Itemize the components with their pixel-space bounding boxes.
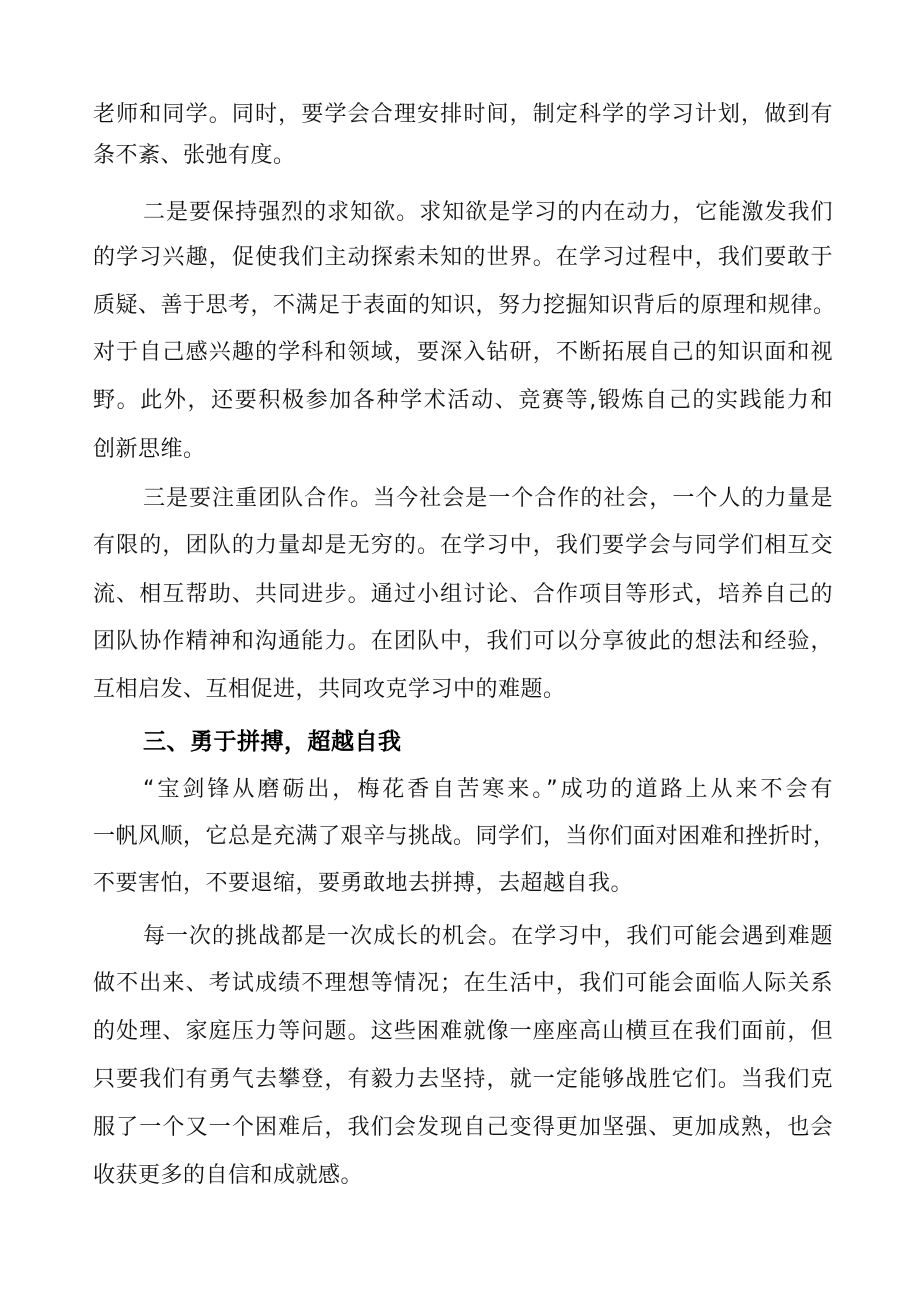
paragraph-5-line-4: 只要我们有勇气去攀登，有毅力去坚持，就一定能够战胜它们。当我们克 <box>93 1067 833 1092</box>
paragraph-2-line-6: 创新思维。 <box>93 437 206 462</box>
paragraph-5-line-6: 收获更多的自信和成就感。 <box>93 1163 364 1188</box>
section-heading: 三、勇于拼搏，超越自我 <box>143 729 402 755</box>
paragraph-5-line-5: 服了一个又一个困难后，我们会发现自己变得更加坚强、更加成熟，也会 <box>93 1115 833 1140</box>
paragraph-5-line-2: 做不出来、考试成绩不理想等情况；在生活中，我们可能会面临人际关系 <box>93 971 833 996</box>
paragraph-1-line-1: 老师和同学。同时，要学会合理安排时间，制定科学的学习计划，做到有 <box>93 102 833 127</box>
paragraph-2-line-4: 对于自己感兴趣的学科和领域，要深入钻研，不断拓展自己的知识面和视 <box>93 340 833 365</box>
paragraph-3-line-4: 团队协作精神和沟通能力。在团队中，我们可以分享彼此的想法和经验， <box>93 629 833 654</box>
paragraph-3-line-1: 三是要注重团队合作。当今社会是一个合作的社会，一个人的力量是 <box>143 486 833 511</box>
paragraph-3-line-2: 有限的，团队的力量却是无穷的。在学习中，我们要学会与同学们相互交 <box>93 533 833 558</box>
paragraph-5-line-3: 的处理、家庭压力等问题。这些困难就像一座座高山横亘在我们面前，但 <box>93 1019 833 1044</box>
paragraph-2-line-2: 的学习兴趣，促使我们主动探索未知的世界。在学习过程中，我们要敢于 <box>93 245 833 270</box>
paragraph-4-line-1: “宝剑锋从磨砺出，梅花香自苦寒来。”成功的道路上从来不会有 <box>143 777 833 802</box>
paragraph-2-line-1: 二是要保持强烈的求知欲。求知欲是学习的内在动力，它能激发我们 <box>143 200 833 225</box>
paragraph-1-line-2: 条不紊、张弛有度。 <box>93 143 296 168</box>
paragraph-4-line-2: 一帆风顺，它总是充满了艰辛与挑战。同学们，当你们面对困难和挫折时， <box>93 824 836 849</box>
paragraph-4-line-3: 不要害怕，不要退缩，要勇敢地去拼搏，去超越自我。 <box>93 871 634 896</box>
paragraph-3-line-3: 流、相互帮助、共同进步。通过小组讨论、合作项目等形式，培养自己的 <box>93 582 833 607</box>
paragraph-2-line-5: 野。此外，还要积极参加各种学术活动、竞赛等,锻炼自己的实践能力和 <box>93 388 833 413</box>
paragraph-3-line-5: 互相启发、互相促进，共同攻克学习中的难题。 <box>93 677 566 702</box>
paragraph-5-line-1: 每一次的挑战都是一次成长的机会。在学习中，我们可能会遇到难题 <box>143 924 833 949</box>
paragraph-2-line-3: 质疑、善于思考，不满足于表面的知识，努力挖掘知识背后的原理和规律。 <box>93 293 836 318</box>
